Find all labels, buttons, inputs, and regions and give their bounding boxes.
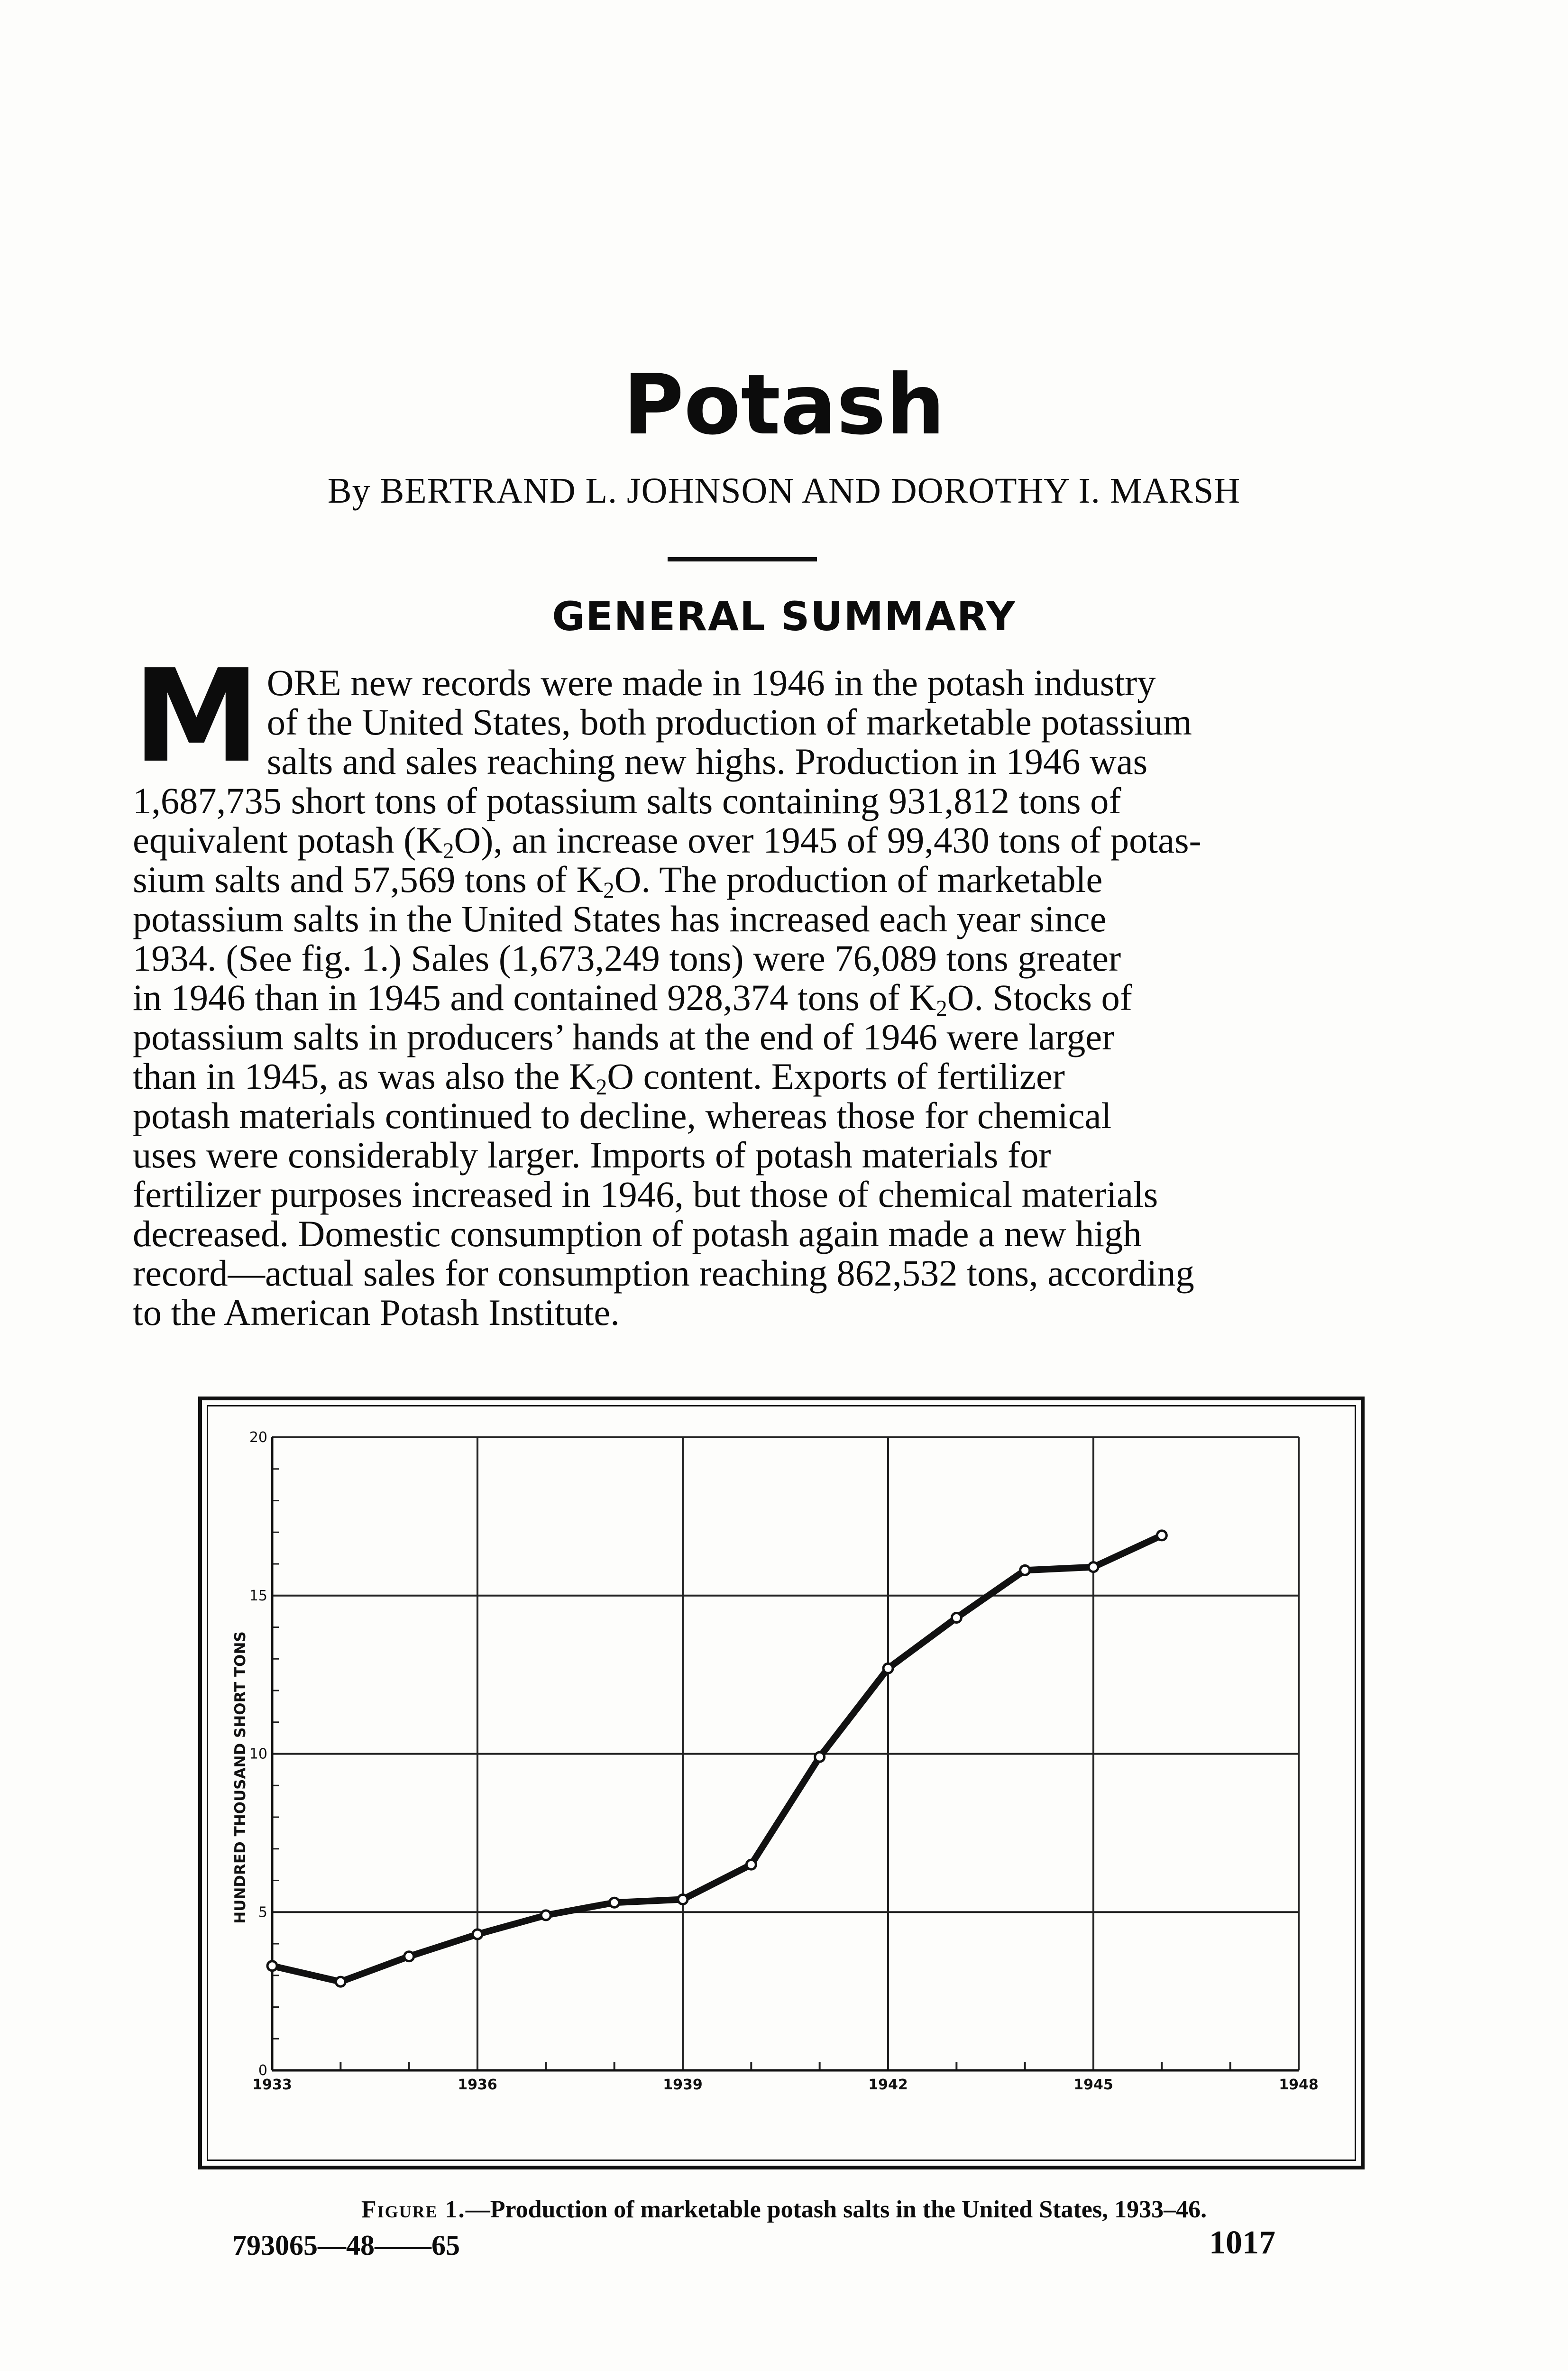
x-tick-label: 1939 [663,2077,703,2093]
data-point [336,1977,345,1986]
figure-1 [198,1397,1365,2169]
page-number: 1017 [1209,2224,1275,2261]
x-tick-label: 1945 [1073,2077,1113,2093]
x-tick-label: 1942 [868,2077,908,2093]
data-point [952,1613,961,1622]
y-tick-label: 10 [249,1746,267,1763]
data-point [678,1895,688,1904]
figure-caption-label: Figure 1. [361,2196,466,2223]
body-text-line: salts and sales reaching new highs. Production in 1946 was [266,741,1148,782]
x-tick-label: 1933 [252,2077,292,2093]
data-point [1089,1562,1098,1572]
figure-caption-text: —Production of marketable potash salts in the United States, 1933–46. [465,2196,1207,2223]
data-point [883,1663,893,1673]
body-text-line: of the United States, both production of marketable potassium [266,701,1192,743]
body-text-line: to the American Potash Institute. [133,1292,620,1333]
body-text-line: potassium salts in producers’ hands at the end of 1946 were larger [133,1016,1115,1057]
printer-code: 793065—48——65 [232,2230,460,2261]
body-text-line: potash materials continued to decline, whereas those for chemical [133,1095,1112,1136]
x-tick-label: 1936 [458,2077,497,2093]
data-point [610,1898,619,1907]
series-line [272,1535,1162,1982]
x-tick-label: 1948 [1279,2077,1319,2093]
y-tick-label: 5 [258,1904,267,1921]
drop-cap: M [133,642,260,791]
body-text-line: 1934. (See fig. 1.) Sales (1,673,249 tons) were 76,089 tons greater [133,937,1121,979]
chart-labels [232,1429,1319,2093]
data-point [267,1961,277,1971]
figure-inner-border [207,1405,1356,2161]
data-point [473,1930,482,1939]
y-tick-label: 0 [258,2062,267,2079]
chart-grid [272,1437,1299,2070]
body-text-line: 1,687,735 short tons of potassium salts containing 931,812 tons of [133,780,1121,821]
body-text-line: ORE new records were made in 1946 in the potash industry [266,662,1156,703]
data-point [404,1952,414,1961]
body-text-line: than in 1945, as was also the $K_2O$ content. Exports of fertilizer [133,1056,1065,1100]
figure-caption [0,2193,1568,2226]
article-title: Potash [623,357,945,453]
y-tick-label: 15 [249,1587,267,1604]
y-axis-label: HUNDRED THOUSAND SHORT TONS [232,1631,249,1924]
summary-paragraph [133,642,1394,1333]
body-text-line: uses were considerably larger. Imports of potash materials for [133,1134,1051,1176]
data-point [1020,1565,1030,1575]
chart-series [267,1531,1166,1986]
data-point [815,1752,825,1762]
byline: By BERTRAND L. JOHNSON AND DOROTHY I. MARSH [327,471,1241,511]
title-rule [668,557,817,561]
body-text-line: in 1946 than in 1945 and contained 928,374 tons of $K_2O$. Stocks of [133,977,1132,1021]
body-text-line: fertilizer purposes increased in 1946, but those of chemical materials [133,1174,1158,1215]
data-point [541,1911,550,1920]
body-text-line: sium salts and 57,569 tons of $K_2O$. The production of marketable [133,859,1103,903]
y-tick-label: 20 [249,1429,267,1446]
data-point [746,1860,756,1869]
section-heading: GENERAL SUMMARY [552,593,1016,640]
body-text-line: potassium salts in the United States has increased each year since [133,898,1107,939]
body-text-line: record—actual sales for consumption reaching 862,532 tons, according [133,1252,1194,1294]
body-text-line: decreased. Domestic consumption of potash again made a new high [133,1213,1142,1254]
production-line-chart [208,1406,1354,2159]
body-text-line: equivalent potash $(K_2O)$, an increase over 1945 of 99,430 tons of potas- [133,819,1201,864]
data-point [1157,1531,1166,1540]
